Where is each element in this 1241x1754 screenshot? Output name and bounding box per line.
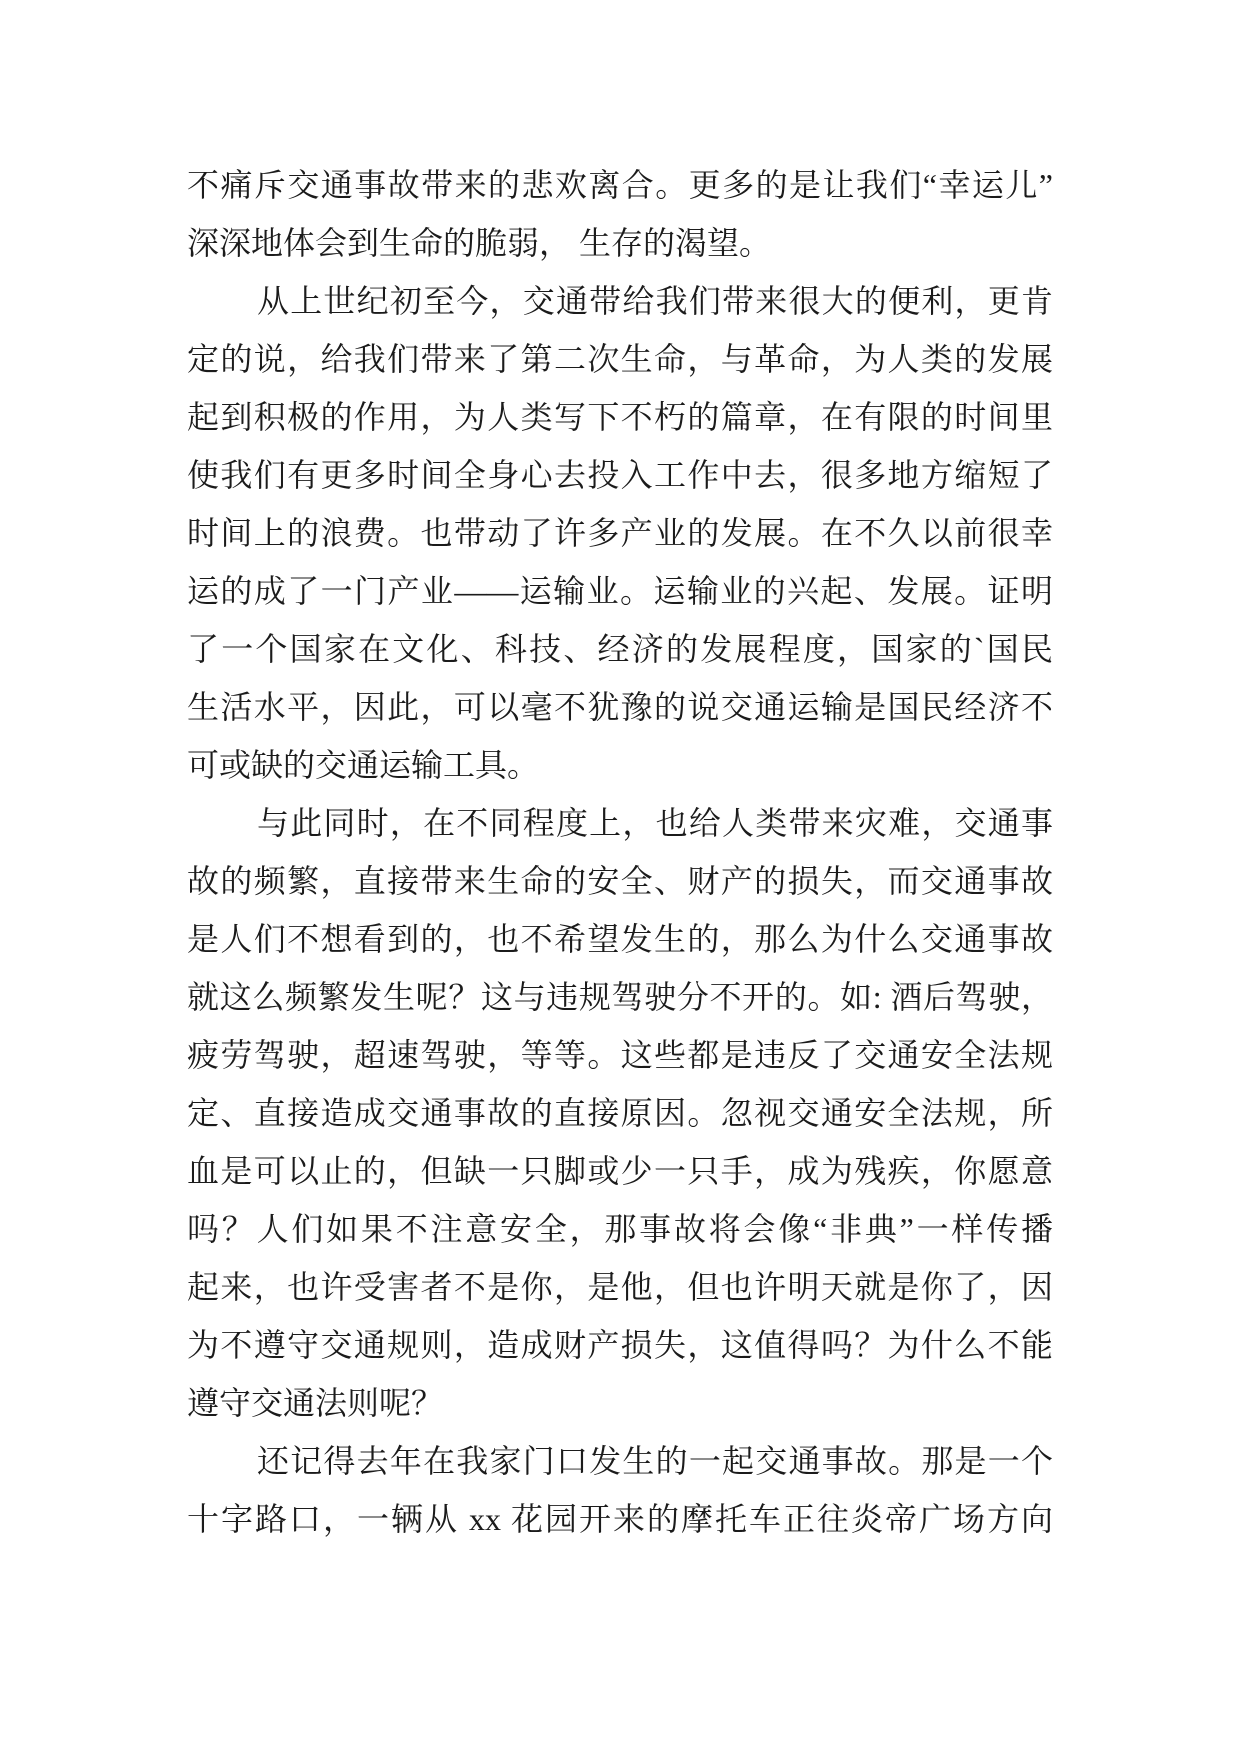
text-line: 起来，也许受害者不是你，是他，但也许明天就是你了，因 [187,1269,1053,1305]
text-line: 遵守交通法则呢？ [187,1385,444,1421]
text-line: 为不遵守交通规则，造成财产损失，这值得吗？为什么不能 [187,1327,1053,1363]
text-line: 使我们有更多时间全身心去投入工作中去，很多地方缩短了 [187,457,1053,493]
text-line: 可或缺的交通运输工具。 [187,747,540,783]
text-line: 了一个国家在文化、科技、经济的发展程度，国家的`国民 [187,631,1053,667]
text-line: 故的频繁，直接带来生命的安全、财产的损失，而交通事故 [187,863,1053,899]
text-line: 疲劳驾驶，超速驾驶，等等。这些都是违反了交通安全法规 [187,1037,1053,1073]
text-line: 十字路口，一辆从 xx 花园开来的摩托车正往炎帝广场方向 [187,1501,1053,1537]
text-line: 定、直接造成交通事故的直接原因。忽视交通安全法规，所 [187,1095,1053,1131]
text-line: 时间上的浪费。也带动了许多产业的发展。在不久以前很幸 [187,515,1053,551]
text-line: 血是可以止的，但缺一只脚或少一只手，成为残疾，你愿意 [187,1153,1053,1189]
document-text-block [187,156,1053,1548]
text-line: 是人们不想看到的，也不希望发生的，那么为什么交通事故 [187,921,1053,957]
text-line: 与此同时，在不同程度上，也给人类带来灾难，交通事 [257,805,1053,841]
text-line: 深深地体会到生命的脆弱， 生存的渴望。 [187,225,772,261]
text-line: 吗？人们如果不注意安全，那事故将会像“非典”一样传播 [187,1211,1053,1247]
text-line: 运的成了一门产业——运输业。运输业的兴起、发展。证明 [187,573,1053,609]
text-line: 起到积极的作用，为人类写下不朽的篇章，在有限的时间里 [187,399,1053,435]
text-line: 还记得去年在我家门口发生的一起交通事故。那是一个 [257,1443,1053,1479]
text-line: 就这么频繁发生呢？这与违规驾驶分不开的。如: 酒后驾驶， [187,979,1053,1015]
text-line: 从上世纪初至今，交通带给我们带来很大的便利，更肯 [257,283,1053,319]
text-line: 不痛斥交通事故带来的悲欢离合。更多的是让我们“幸运儿” [187,167,1053,203]
text-line: 生活水平，因此，可以毫不犹豫的说交通运输是国民经济不 [187,689,1053,725]
text-line: 定的说，给我们带来了第二次生命，与革命，为人类的发展 [187,341,1053,377]
